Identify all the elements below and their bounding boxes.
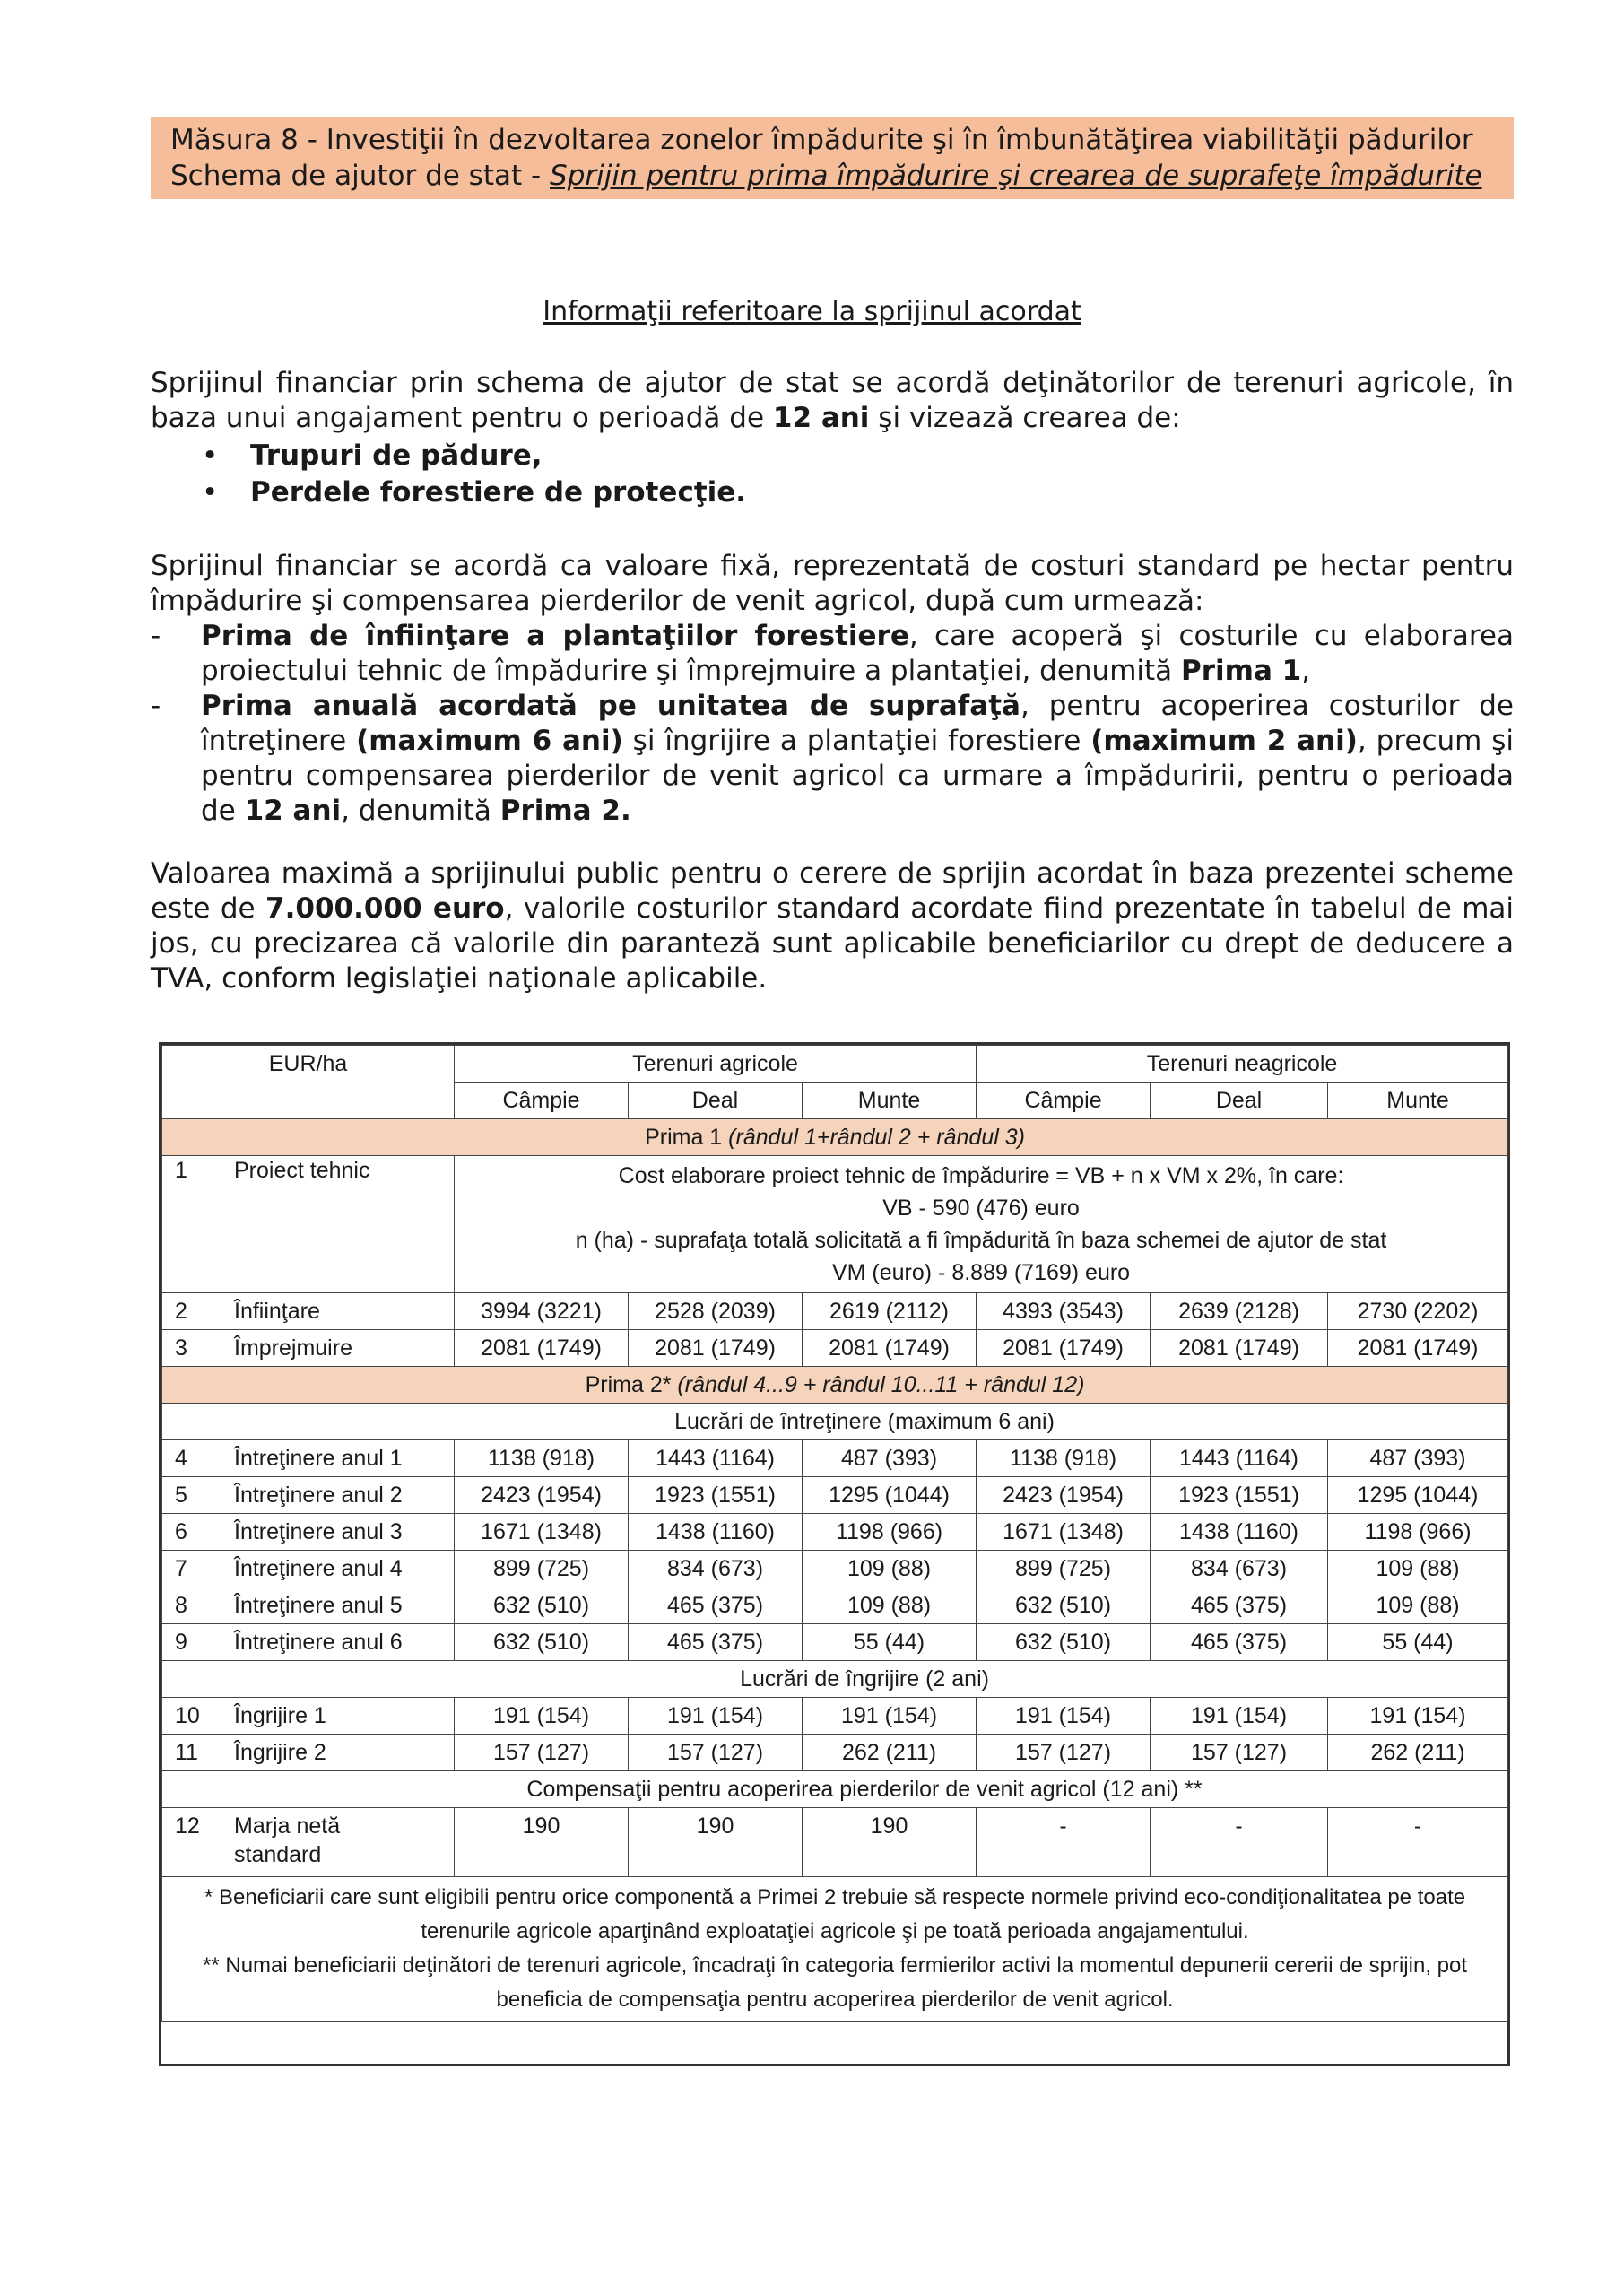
table-cell: 1443 (1164) bbox=[1151, 1440, 1328, 1477]
table-cell: 2081 (1749) bbox=[977, 1330, 1151, 1367]
table-cell: 2081 (1749) bbox=[455, 1330, 629, 1367]
table-cell: 1138 (918) bbox=[977, 1440, 1151, 1477]
table-cell: 465 (375) bbox=[1151, 1587, 1328, 1624]
cost-formula-n: n (ha) - suprafaţa totală solicitată a fi împădurită în baza schemei de ajutor de stat bbox=[575, 1228, 1387, 1253]
col-header: Câmpie bbox=[455, 1083, 629, 1119]
technical-project-cost-formula bbox=[455, 1156, 1508, 1293]
table-cell: 632 (510) bbox=[455, 1624, 629, 1661]
table-notes bbox=[162, 1877, 1508, 2022]
intro-paragraph bbox=[151, 366, 1514, 436]
bullet-item: • Perdele forestiere de protecţie. bbox=[202, 474, 746, 511]
table-cell: 157 (127) bbox=[977, 1735, 1151, 1771]
table-cell: 109 (88) bbox=[1328, 1587, 1508, 1624]
table-cell: 109 (88) bbox=[1328, 1551, 1508, 1587]
premium-item-1: - Prima de înfiinţare a plantaţiilor forestiere, care acoperă şi costurile cu elaborarea proiectului tehnic de împădurire şi împrejmuire a plantaţiei, denumită Prima 1, bbox=[151, 620, 1514, 687]
premium1-end: , bbox=[1301, 655, 1311, 687]
table-row bbox=[162, 1808, 1508, 1877]
intro-bold-period: 12 ani bbox=[772, 402, 870, 434]
table-cell: 2730 (2202) bbox=[1328, 1293, 1508, 1330]
table-row bbox=[162, 1514, 1508, 1551]
table-cell: 4393 (3543) bbox=[977, 1293, 1151, 1330]
notes-row bbox=[162, 1877, 1508, 2022]
row-label: Îngrijire 2 bbox=[221, 1735, 455, 1771]
table-cell: 1671 (1348) bbox=[455, 1514, 629, 1551]
care-title: Lucrări de îngrijire (2 ani) bbox=[221, 1661, 1508, 1698]
table-cell: 191 (154) bbox=[1328, 1698, 1508, 1735]
premium2-text-4: , denumită bbox=[341, 795, 500, 827]
table-row bbox=[162, 1156, 1508, 1293]
table-cell: - bbox=[977, 1808, 1151, 1877]
maintenance-title: Lucrări de întreţinere (maximum 6 ani) bbox=[221, 1404, 1508, 1440]
table-cell: 1443 (1164) bbox=[629, 1440, 803, 1477]
table-header-row bbox=[162, 1046, 1508, 1083]
prima2-band bbox=[162, 1367, 1508, 1404]
row-number: 5 bbox=[162, 1477, 221, 1514]
table-cell: 262 (211) bbox=[803, 1735, 977, 1771]
table-cell: 3994 (3221) bbox=[455, 1293, 629, 1330]
table-cell: 487 (393) bbox=[1328, 1440, 1508, 1477]
table-cell: 1295 (1044) bbox=[1328, 1477, 1508, 1514]
table-cell: 465 (375) bbox=[1151, 1624, 1328, 1661]
col-header: Deal bbox=[629, 1083, 803, 1119]
table-cell: 157 (127) bbox=[1151, 1735, 1328, 1771]
premium1-name: Prima 1 bbox=[1181, 655, 1302, 687]
table-cell: 55 (44) bbox=[803, 1624, 977, 1661]
table-cell: 191 (154) bbox=[1151, 1698, 1328, 1735]
row-number: 8 bbox=[162, 1587, 221, 1624]
bullet-item: • Trupuri de pădure, bbox=[202, 438, 746, 474]
max-value-paragraph bbox=[151, 857, 1514, 996]
row-label: Întreţinere anul 3 bbox=[221, 1514, 455, 1551]
premium1-bold: Prima de înfiinţare a plantaţiilor forestiere bbox=[201, 620, 909, 652]
table-cell: 632 (510) bbox=[977, 1587, 1151, 1624]
prima1-band bbox=[162, 1119, 1508, 1156]
table-cell: 1295 (1044) bbox=[803, 1477, 977, 1514]
table-cell: 1671 (1348) bbox=[977, 1514, 1151, 1551]
table-cell: 157 (127) bbox=[455, 1735, 629, 1771]
compensation-title: Compensaţii pentru acoperirea pierderilor de venit agricol (12 ani) ** bbox=[221, 1771, 1508, 1808]
row-label: Proiect tehnic bbox=[221, 1156, 455, 1293]
table-cell: 190 bbox=[803, 1808, 977, 1877]
premium2-name: Prima 2. bbox=[499, 795, 631, 827]
prima1-title bbox=[162, 1119, 1508, 1156]
prima2-formula: (rândul 4...9 + rândul 10...11 + rândul 12) bbox=[677, 1372, 1085, 1397]
measure-title: Măsura 8 - Investiţii în dezvoltarea zonelor împădurite şi în îmbunătăţirea viabilităţii pădurilor bbox=[170, 124, 1473, 156]
premium2-text-1: , pentru acoperirea costurilor de întreţinere bbox=[201, 690, 1515, 757]
prima1-rows bbox=[162, 1293, 1508, 1367]
table-row bbox=[162, 1293, 1508, 1330]
table-cell: 2081 (1749) bbox=[1328, 1330, 1508, 1367]
table-cell: 55 (44) bbox=[1328, 1624, 1508, 1661]
prima2-label: Prima 2* bbox=[585, 1372, 678, 1397]
max-value-text-2: , valorile costurilor standard acordate fiind prezentate în tabelul de mai jos, cu precizarea că valorile din paranteză sunt aplicabile beneficiarilor cu drept de deducere a TVA, conform legislaţiei naţionale aplicabile. bbox=[151, 892, 1515, 995]
table-cell: 2423 (1954) bbox=[977, 1477, 1151, 1514]
row-label: Întreţinere anul 6 bbox=[221, 1624, 455, 1661]
care-rows bbox=[162, 1698, 1508, 1771]
group-header-agricultural: Terenuri agricole bbox=[455, 1046, 977, 1083]
table-cell: 632 (510) bbox=[977, 1624, 1151, 1661]
row-label: Întreţinere anul 4 bbox=[221, 1551, 455, 1587]
row-label: Întreţinere anul 2 bbox=[221, 1477, 455, 1514]
premium1-text: , care acoperă şi costurile cu elaborarea proiectului tehnic de împădurire şi împrejmuire a plantaţiei, denumită bbox=[201, 620, 1514, 687]
col-header: Munte bbox=[803, 1083, 977, 1119]
prima2-title bbox=[162, 1367, 1508, 1404]
table-cell: 191 (154) bbox=[977, 1698, 1151, 1735]
table-row bbox=[162, 1624, 1508, 1661]
premium2-bold-3: (maximum 2 ani) bbox=[1090, 725, 1358, 757]
table-row bbox=[162, 1440, 1508, 1477]
row-number: 7 bbox=[162, 1551, 221, 1587]
compensation-title-row bbox=[162, 1771, 1508, 1808]
row-number: 9 bbox=[162, 1624, 221, 1661]
table-cell: 1923 (1551) bbox=[1151, 1477, 1328, 1514]
intro-text-1: Sprijinul financiar prin schema de ajutor de stat se acordă deţinătorilor de terenuri agricole, în baza unui angajament pentru o perioadă de bbox=[151, 367, 1514, 434]
table-cell: - bbox=[1328, 1808, 1508, 1877]
row-label: Întreţinere anul 5 bbox=[221, 1587, 455, 1624]
unit-header: EUR/ha bbox=[162, 1046, 455, 1119]
table-cell: 191 (154) bbox=[629, 1698, 803, 1735]
table-cell: 465 (375) bbox=[629, 1587, 803, 1624]
table-cell: 465 (375) bbox=[629, 1624, 803, 1661]
row-label: Împrejmuire bbox=[221, 1330, 455, 1367]
table-cell: 1198 (966) bbox=[803, 1514, 977, 1551]
max-value-text-1: Valoarea maximă a sprijinului public pentru o cerere de sprijin acordat în baza prezentei scheme este de bbox=[151, 857, 1514, 925]
table-cell: - bbox=[1151, 1808, 1328, 1877]
premium-list bbox=[151, 619, 1514, 829]
premium2-bold-4: 12 ani bbox=[244, 795, 342, 827]
table-cell: 834 (673) bbox=[629, 1551, 803, 1587]
row-number: 4 bbox=[162, 1440, 221, 1477]
scheme-title-plain: Schema de ajutor de stat - bbox=[170, 160, 551, 192]
footnote-2: ** Numai beneficiarii deţinători de terenuri agricole, încadraţi în categoria fermierilor activi la momentul depunerii cererii de sprijin, pot beneficia de compensaţia pentru acoperirea pierderilor de venit agricol. bbox=[203, 1953, 1468, 2012]
intro-text-2: şi vizează crearea de: bbox=[869, 402, 1181, 434]
table-cell: 2081 (1749) bbox=[803, 1330, 977, 1367]
table-cell: 2081 (1749) bbox=[1151, 1330, 1328, 1367]
table-row bbox=[162, 1698, 1508, 1735]
table-cell: 2639 (2128) bbox=[1151, 1293, 1328, 1330]
table-cell: 157 (127) bbox=[629, 1735, 803, 1771]
premium2-text-3: , precum şi pentru compensarea pierderilor de venit agricol ca urmare a împăduririi, pentru o perioada de bbox=[201, 725, 1515, 827]
table-row bbox=[162, 1735, 1508, 1771]
col-header: Deal bbox=[1151, 1083, 1328, 1119]
table-cell: 190 bbox=[629, 1808, 803, 1877]
maintenance-title-row bbox=[162, 1404, 1508, 1440]
maintenance-rows bbox=[162, 1440, 1508, 1661]
scheme-title bbox=[170, 158, 1482, 194]
table-cell: 190 bbox=[455, 1808, 629, 1877]
table-row bbox=[162, 1477, 1508, 1514]
table-cell: 2081 (1749) bbox=[629, 1330, 803, 1367]
row-number: 2 bbox=[162, 1293, 221, 1330]
table-cell: 191 (154) bbox=[455, 1698, 629, 1735]
group-header-non-agricultural: Terenuri neagricole bbox=[977, 1046, 1508, 1083]
table-cell: 109 (88) bbox=[803, 1587, 977, 1624]
bullet-list bbox=[202, 438, 746, 511]
scheme-title-italic: Sprijin pentru prima împădurire şi crearea de suprafeţe împădurite bbox=[550, 160, 1482, 192]
table-cell: 109 (88) bbox=[803, 1551, 977, 1587]
table-cell: 1138 (918) bbox=[455, 1440, 629, 1477]
max-value-amount: 7.000.000 euro bbox=[265, 892, 505, 925]
cost-formula-vb: VB - 590 (476) euro bbox=[882, 1196, 1080, 1221]
premium2-bold-2: (maximum 6 ani) bbox=[356, 725, 623, 757]
col-header: Câmpie bbox=[977, 1083, 1151, 1119]
table-cell: 2619 (2112) bbox=[803, 1293, 977, 1330]
prima1-label: Prima 1 bbox=[645, 1125, 729, 1150]
row-number: 3 bbox=[162, 1330, 221, 1367]
col-header: Munte bbox=[1328, 1083, 1508, 1119]
table-cell: 1923 (1551) bbox=[629, 1477, 803, 1514]
table-cell: 899 (725) bbox=[977, 1551, 1151, 1587]
table-cell: 262 (211) bbox=[1328, 1735, 1508, 1771]
cost-formula-vm: VM (euro) - 8.889 (7169) euro bbox=[831, 1260, 1131, 1285]
row-label: Îngrijire 1 bbox=[221, 1698, 455, 1735]
row-number: 10 bbox=[162, 1698, 221, 1735]
row-number: 1 bbox=[162, 1156, 221, 1293]
table-cell: 1198 (966) bbox=[1328, 1514, 1508, 1551]
row-label bbox=[221, 1808, 455, 1877]
row-label: Întreţinere anul 1 bbox=[221, 1440, 455, 1477]
table-row bbox=[162, 1551, 1508, 1587]
prima1-formula: (rândul 1+rândul 2 + rândul 3) bbox=[728, 1125, 1025, 1150]
premium-item-2: - Prima anuală acordată pe unitatea de suprafaţă, pentru acoperirea costurilor de întreţinere (maximum 6 ani) şi îngrijire a plantaţiei forestiere (maximum 2 ani), precum şi pentru compensarea pierderilor de venit agricol ca urmare a împăduririi, pentru o perioada de 12 ani, denumită Prima 2. bbox=[151, 690, 1515, 827]
footnote-1: * Beneficiarii care sunt eligibili pentru orice componentă a Primei 2 trebuie să respecte normele privind eco-condiţionalitatea pe toate terenurile agricole aparţinând exploataţiei agricole şi pe toată perioada angajamentului. bbox=[204, 1885, 1466, 1944]
table-cell: 834 (673) bbox=[1151, 1551, 1328, 1587]
table-cell: 1438 (1160) bbox=[1151, 1514, 1328, 1551]
table-cell: 487 (393) bbox=[803, 1440, 977, 1477]
table-cell: 2528 (2039) bbox=[629, 1293, 803, 1330]
row-label-line: Marja netă bbox=[234, 1813, 341, 1839]
row-number: 12 bbox=[162, 1808, 221, 1877]
standard-costs-table bbox=[159, 1042, 1510, 2066]
support-paragraph: Sprijinul financiar se acordă ca valoare fixă, reprezentată de costuri standard pe hectar pentru împădurire şi compensarea pierderilor de venit agricol, după cum urmează: bbox=[151, 550, 1514, 617]
table-row bbox=[162, 1587, 1508, 1624]
table-cell: 899 (725) bbox=[455, 1551, 629, 1587]
premium2-bold: Prima anuală acordată pe unitatea de suprafaţă bbox=[201, 690, 1020, 722]
row-number: 11 bbox=[162, 1735, 221, 1771]
cost-formula-title: Cost elaborare proiect tehnic de împădurire = VB + n x VM x 2%, în care: bbox=[618, 1163, 1344, 1188]
table-cell: 632 (510) bbox=[455, 1587, 629, 1624]
table-cell: 1438 (1160) bbox=[629, 1514, 803, 1551]
table-cell: 191 (154) bbox=[803, 1698, 977, 1735]
row-number: 6 bbox=[162, 1514, 221, 1551]
care-title-row bbox=[162, 1661, 1508, 1698]
table-row bbox=[162, 1330, 1508, 1367]
premium2-text-2: şi îngrijire a plantaţiei forestiere bbox=[622, 725, 1091, 757]
table-cell: 2423 (1954) bbox=[455, 1477, 629, 1514]
row-label: Înfiinţare bbox=[221, 1293, 455, 1330]
section-title: Informaţii referitoare la sprijinul acordat bbox=[543, 296, 1081, 327]
row-label-line: standard bbox=[234, 1842, 322, 1867]
